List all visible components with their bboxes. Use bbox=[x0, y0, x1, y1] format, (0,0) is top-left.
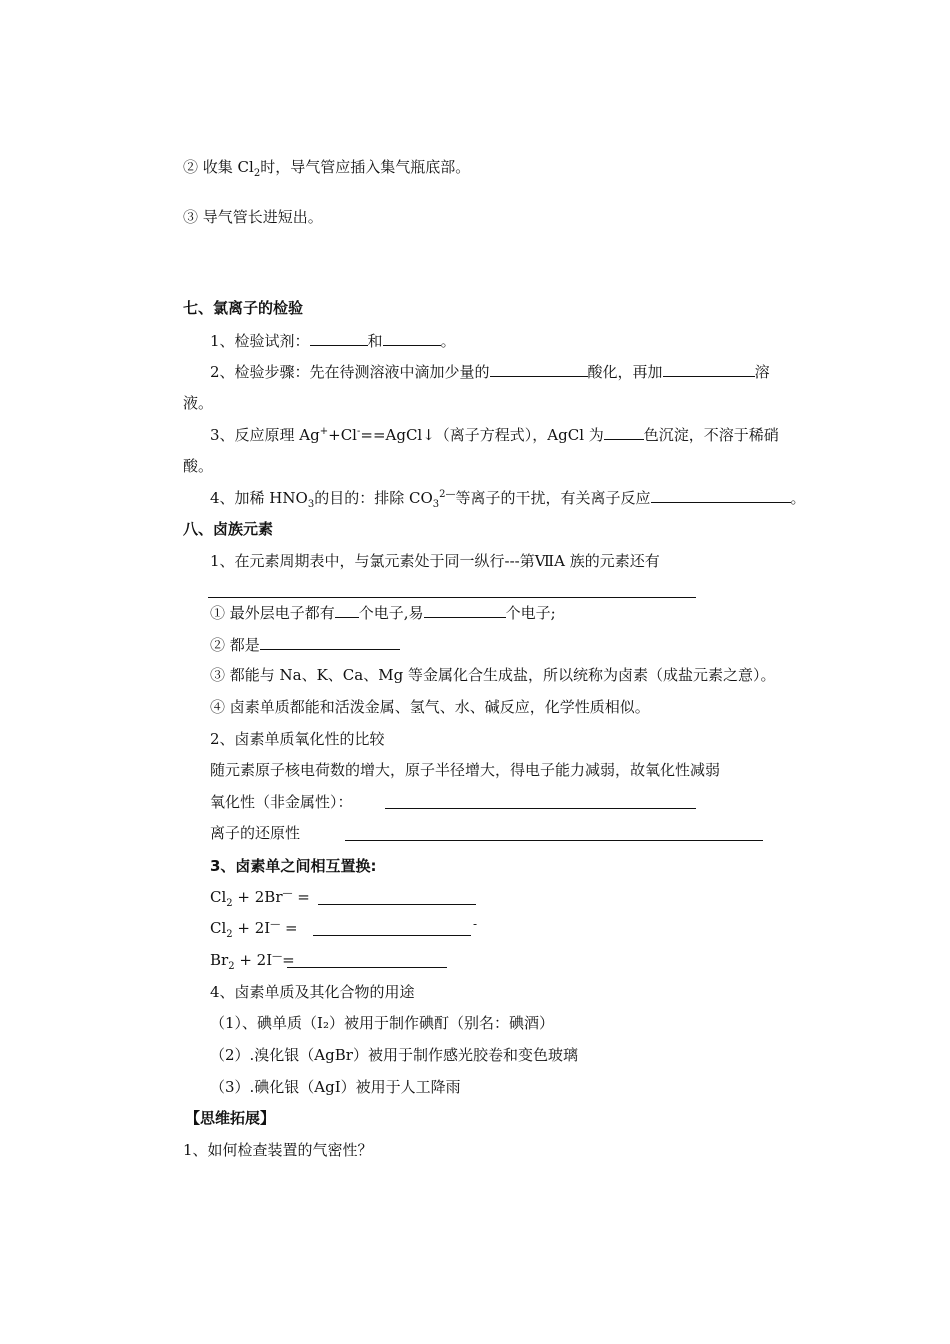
blank-line[interactable] bbox=[345, 840, 763, 841]
s8-use3: （3）.碘化银（AgⅠ）被用于人工降雨 bbox=[210, 1078, 461, 1096]
blank-line[interactable] bbox=[287, 967, 447, 968]
blank[interactable] bbox=[424, 602, 506, 618]
s7-q1: 1、检验试剂： 和 。 bbox=[210, 332, 456, 350]
s8-p2-line: 随元素原子核电荷数的增大，原子半径增大，得电子能力减弱，故氧化性减弱 bbox=[210, 761, 721, 779]
s8-p3: 3、卤素单之间相互置换: bbox=[210, 857, 377, 875]
s7-q2: 2、检验步骤：先在待测溶液中滴加少量的 酸化，再加 溶 bbox=[210, 363, 770, 381]
s8-c4: ④ 卤素单质都能和活泼金属、氢气、水、碱反应，化学性质相似。 bbox=[210, 698, 650, 716]
blank[interactable] bbox=[260, 634, 400, 650]
blank[interactable] bbox=[310, 330, 368, 346]
s8-p4: 4、卤素单质及其化合物的用途 bbox=[210, 983, 415, 1001]
section7-heading: 七、氯离子的检验 bbox=[183, 299, 304, 317]
blank-line[interactable] bbox=[313, 935, 471, 936]
s8-c2: ② 都是 bbox=[210, 634, 400, 655]
blank[interactable] bbox=[490, 361, 588, 377]
s8-use2: （2）.溴化银（AgBr）被用于制作感光胶卷和变色玻璃 bbox=[210, 1046, 578, 1064]
blank[interactable] bbox=[604, 424, 644, 440]
s7-q3: 3、反应原理 Ag++Cl-==AgCl↓（离子方程式），AgCl 为 色沉淀，不溶于稀硝 bbox=[210, 426, 779, 444]
blank[interactable] bbox=[663, 361, 755, 377]
item-tube-long-in: ③ 导气管长进短出。 bbox=[183, 208, 323, 226]
s8-oxidation: 氧化性（非金属性）： bbox=[210, 793, 353, 811]
s8-p2: 2、卤素单质氧化性的比较 bbox=[210, 730, 385, 748]
section8-heading: 八、卤族元素 bbox=[183, 520, 274, 538]
blank[interactable] bbox=[335, 602, 359, 618]
item-collect-cl2: ② 收集 $Cl_2$时，导气管应插入集气瓶底部。 bbox=[183, 158, 471, 179]
s8-p1: 1、在元素周期表中，与氯元素处于同一纵行---第ⅦA 族的元素还有 bbox=[210, 552, 660, 570]
s8-c3: ③ 都能与 Na、K、Ca、Mg 等金属化合生成盐，所以统称为卤素（成盐元素之意）。 bbox=[210, 666, 776, 684]
s8-use1: （1）、碘单质（Ⅰ₂）被用于制作碘酊（别名：碘酒） bbox=[210, 1014, 554, 1032]
blank-line[interactable] bbox=[318, 904, 476, 905]
s8-eq3: $Br_2 + 2I^—=$ bbox=[210, 951, 295, 972]
blank[interactable] bbox=[383, 330, 441, 346]
blank[interactable] bbox=[651, 487, 791, 503]
eq2-tail-mark: - bbox=[473, 917, 478, 931]
s8-reduction: 离子的还原性 bbox=[210, 824, 301, 842]
s7-q2-cont: 液。 bbox=[183, 394, 214, 412]
s8-c1: ① 最外层电子都有 个电子,易 个电子; bbox=[210, 604, 556, 622]
s8-eq1: $Cl_2 + 2Br^—$ = bbox=[210, 888, 310, 909]
blank-line[interactable] bbox=[385, 808, 696, 809]
extension-q1: 1、如何检查装置的气密性？ bbox=[183, 1141, 373, 1159]
blank-line[interactable] bbox=[208, 597, 696, 598]
extension-heading: 【思维拓展】 bbox=[185, 1109, 276, 1127]
s7-q3-cont: 酸。 bbox=[183, 457, 214, 475]
s7-q4: 4、加稀 $HNO_3$的目的：排除 $CO_3^{2—}$等离子的干扰，有关离子反应 。 bbox=[210, 489, 806, 510]
s8-eq2: $Cl_2 + 2I^—$ = bbox=[210, 919, 298, 940]
